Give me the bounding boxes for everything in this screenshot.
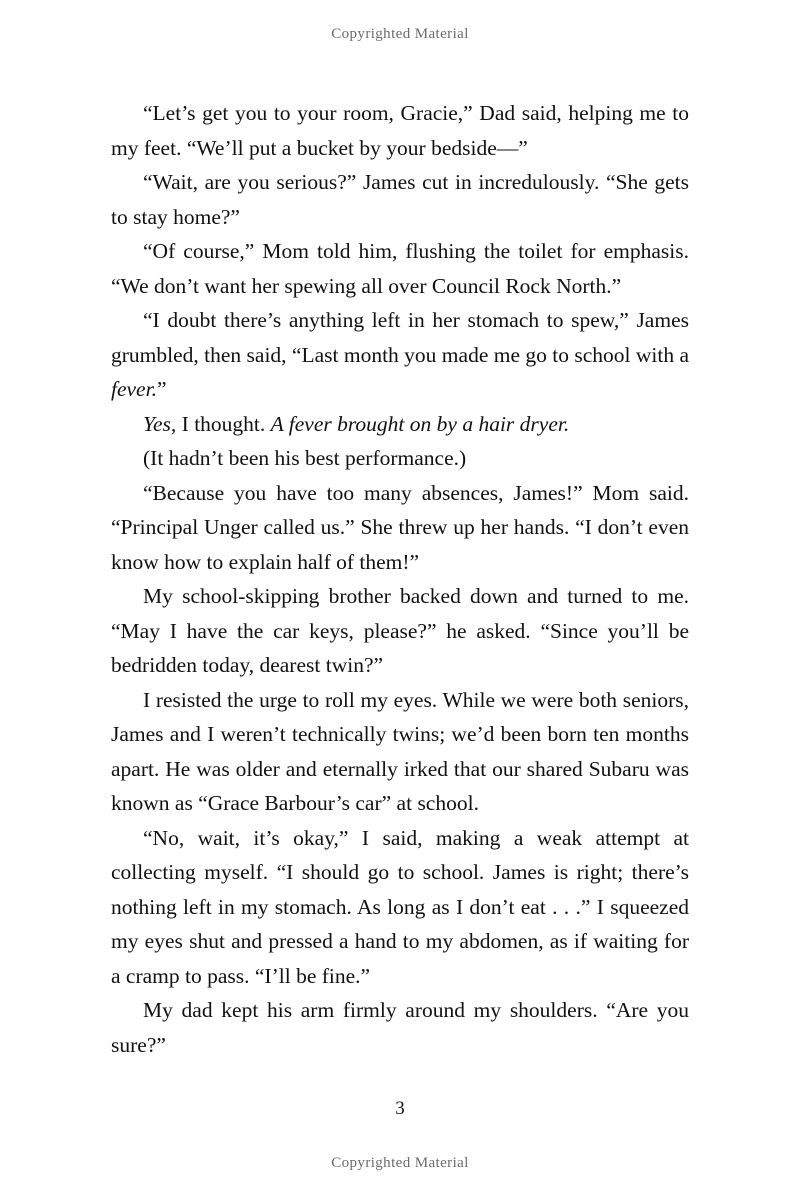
- paragraph: I resisted the urge to roll my eyes. While we were both seniors, James and I weren’t technically twins; we’d been born ten months apart. He was older and eternally irked that our shared Subaru was known as “Grace Barbour’s car” at school.: [111, 687, 689, 815]
- paragraph: My dad kept his arm firmly around my shoulders. “Are you sure?”: [111, 998, 689, 1057]
- paragraph: “Of course,” Mom told him, flushing the toilet for emphasis. “We don’t want her spewing all over Council Rock North.”: [111, 239, 689, 298]
- paragraph-text-mid: I thought.: [176, 411, 271, 436]
- paragraph: (It hadn’t been his best performance.): [143, 446, 467, 470]
- copyright-watermark-top: Copyrighted Material: [331, 26, 469, 42]
- paragraph: “Because you have too many absences, James!” Mom said. “Principal Unger called us.” She threw up her hands. “I don’t even know how to explain half of them!”: [111, 480, 689, 574]
- paragraph: “Let’s get you to your room, Gracie,” Dad said, helping me to my feet. “We’ll put a bucket by your bedside—”: [111, 101, 689, 160]
- paragraph-yes-thought: [111, 407, 689, 442]
- paragraph: My school-skipping brother backed down and turned to me. “May I have the car keys, please?” he asked. “Since you’ll be bedridden today, dearest twin?”: [111, 584, 689, 677]
- italic-run-fever: fever.: [111, 377, 157, 401]
- copyright-watermark-bottom: Copyrighted Material: [331, 1155, 469, 1171]
- page-number: 3: [395, 1098, 405, 1119]
- paragraph-text-lead: “I doubt there’s anything left in her stomach to spew,” James grumbled, then said, “Last month you made me go to school with a: [111, 308, 690, 367]
- paragraph: “No, wait, it’s okay,” I said, making a weak attempt at collecting myself. “I should go to school. James is right; there’s nothing left in my stomach. As long as I don’t eat . . .” I squeezed my eyes shut and pressed a hand to my abdomen, as if waiting for a cramp to pass. “I’ll be fine.”: [111, 825, 689, 988]
- paragraph: “Wait, are you serious?” James cut in incredulously. “She gets to stay home?”: [111, 170, 689, 229]
- paragraph-text-tail: ”: [156, 377, 167, 401]
- italic-run-fever-hair-dryer: A fever brought on by a hair dryer.: [270, 411, 570, 436]
- italic-run-yes: Yes,: [143, 411, 177, 436]
- paragraph-with-italic-fever: [111, 303, 689, 407]
- page-body-text: [111, 96, 689, 1062]
